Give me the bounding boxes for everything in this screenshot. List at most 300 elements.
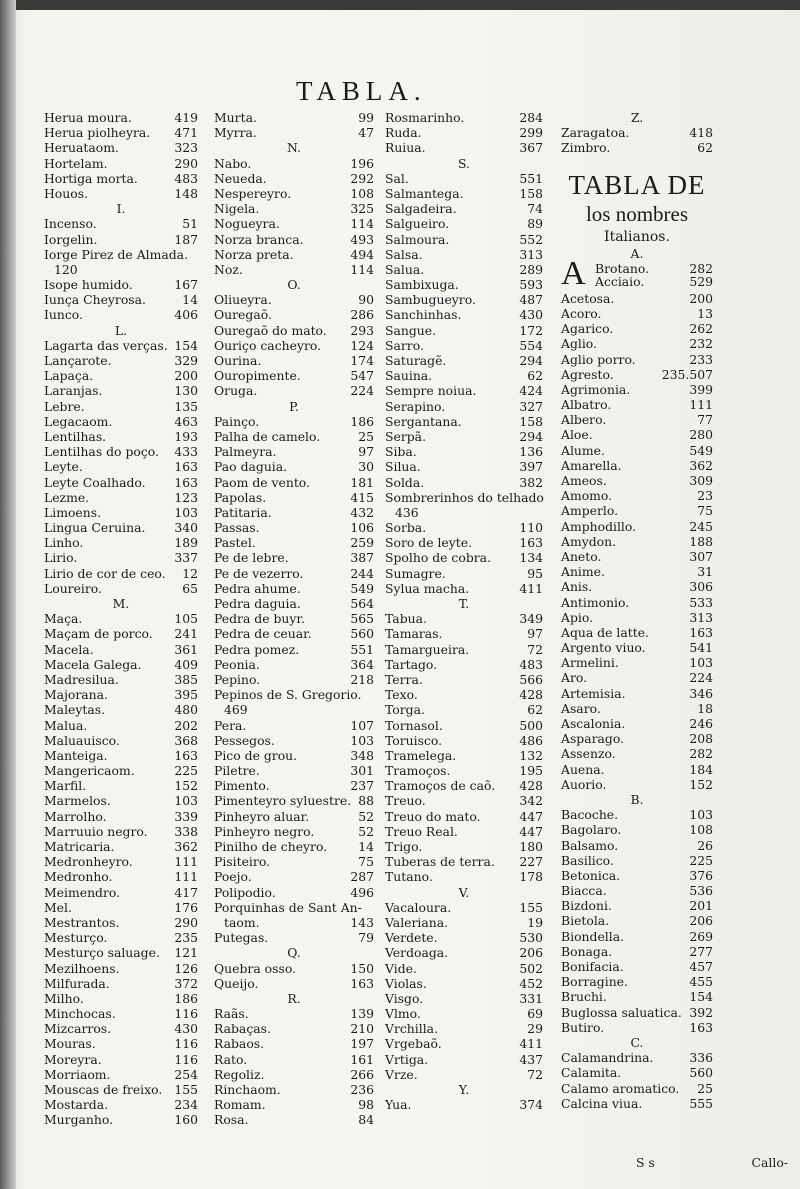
entry-page: 19 (527, 914, 543, 930)
entry-page: 232 (689, 336, 713, 352)
entry-page: 154 (689, 989, 713, 1005)
entry-term: Hortiga morta. (44, 170, 138, 186)
entry-page: 483 (519, 656, 543, 672)
entry-term: Rato. (214, 1051, 248, 1067)
index-entry (385, 277, 543, 292)
index-entry (561, 853, 713, 868)
entry-page: 111 (689, 397, 713, 413)
entry-term: Lagarta das verças. (44, 337, 168, 353)
index-entry (44, 459, 198, 474)
entry-page: 418 (689, 125, 713, 141)
entry-page: 306 (689, 579, 713, 595)
entry-term: Morriaom. (44, 1066, 111, 1082)
index-entry (385, 626, 543, 641)
index-entry (44, 247, 198, 262)
entry-term: Pinheyro negro. (214, 823, 315, 839)
entry-term: Silua. (385, 459, 421, 475)
index-entry (214, 156, 374, 171)
entry-page: 12 (182, 565, 198, 581)
entry-term: Vrze. (385, 1066, 418, 1082)
index-entry (561, 427, 713, 442)
entry-page: 103 (689, 807, 713, 823)
index-entry (214, 809, 374, 824)
index-entry (385, 535, 543, 550)
index-entry (44, 399, 198, 414)
entry-term: Loureiro. (44, 580, 102, 596)
section-letter: Y. (458, 1082, 470, 1097)
entry-term: Vrtiga. (385, 1051, 429, 1067)
entry-page: 494 (350, 246, 374, 262)
index-entry (385, 307, 543, 322)
entry-page: 471 (174, 125, 198, 141)
entry-term: Sauina. (385, 368, 433, 384)
index-entry (561, 838, 713, 853)
entry-term: Acciaio. (595, 273, 645, 289)
index-entry (385, 505, 543, 520)
index-entry (561, 701, 713, 716)
entry-page: 103 (174, 504, 198, 520)
entry-term: Violas. (385, 975, 427, 991)
entry-term: Ouregaõ do mato. (214, 322, 327, 338)
entry-term: Nogueyra. (214, 216, 280, 232)
index-entry (561, 610, 713, 625)
index-entry (214, 186, 374, 201)
index-entry (44, 566, 198, 581)
index-entry (214, 110, 374, 125)
entry-page: 75 (697, 503, 713, 519)
index-entry (214, 550, 374, 565)
entry-page: 88 (358, 793, 374, 809)
index-entry (214, 353, 374, 368)
index-entry (385, 444, 543, 459)
index-entry (214, 1082, 374, 1097)
index-entry (44, 520, 198, 535)
index-entry (385, 475, 543, 490)
entry-term: Ouriço cacheyro. (214, 337, 322, 353)
entry-term: Tutano. (385, 869, 433, 885)
index-entry (561, 534, 713, 549)
index-entry (214, 338, 374, 353)
entry-term: Myrra. (214, 125, 257, 141)
entry-page: 210 (350, 1021, 374, 1037)
entry-term: Salmoura. (385, 231, 450, 247)
entry-term: Romam. (214, 1097, 266, 1113)
index-entry (385, 1021, 543, 1036)
entry-page: 374 (519, 1097, 543, 1113)
entry-term: Murta. (214, 110, 257, 125)
index-entry (214, 1021, 374, 1036)
entry-term: Mostarda. (44, 1097, 109, 1113)
entry-term: Amphodillo. (561, 518, 637, 534)
entry-term: Zimbro. (561, 140, 611, 156)
entry-term: Queijo. (214, 975, 259, 991)
entry-term: Vacaloura. (385, 899, 452, 915)
index-entry (44, 1052, 198, 1067)
entry-page: 152 (689, 776, 713, 792)
entry-page: 313 (689, 609, 713, 625)
index-entry (385, 839, 543, 854)
entry-term: Pessegos. (214, 732, 275, 748)
index-entry (385, 778, 543, 793)
index-entry (561, 564, 713, 579)
entry-page: 560 (689, 1065, 713, 1081)
entry-page: 180 (519, 839, 543, 854)
entry-page: 167 (174, 277, 198, 293)
entry-term: Valeriana. (385, 914, 449, 930)
index-entry (44, 535, 198, 550)
entry-term: Anime. (561, 564, 605, 580)
entry-term: Treuo. (385, 793, 426, 809)
entry-page: 172 (519, 322, 543, 338)
entry-term: Paom de vento. (214, 474, 310, 490)
entry-term: Manteiga. (44, 747, 108, 763)
entry-page: 135 (174, 398, 198, 414)
entry-page: 14 (358, 839, 374, 854)
entry-page: 493 (350, 231, 374, 247)
entry-term: Marruuio negro. (44, 823, 148, 839)
index-entry (214, 368, 374, 383)
index-entry (44, 156, 198, 171)
index-entry (385, 1006, 543, 1021)
entry-term: Apio. (561, 609, 594, 625)
entry-page: 387 (350, 550, 374, 566)
entry-term: Bietola. (561, 913, 610, 929)
entry-term: Pepinos de S. Gregorio. (214, 687, 362, 703)
index-entry (214, 1097, 374, 1112)
entry-page: 65 (182, 580, 198, 596)
entry-term: Butiro. (561, 1019, 605, 1035)
entry-term: 469 (224, 702, 248, 718)
section-letter: P. (289, 398, 299, 414)
entry-page: 124 (350, 337, 374, 353)
index-entry (214, 930, 374, 945)
index-entry (44, 854, 198, 869)
entry-page: 206 (519, 945, 543, 961)
index-entry (385, 748, 543, 763)
entry-term: Nigela. (214, 201, 260, 217)
page-title: TABLA. (296, 76, 427, 106)
entry-page: 139 (350, 1006, 374, 1022)
index-entry (214, 292, 374, 307)
entry-term: Herua piolheyra. (44, 125, 151, 141)
entry-page: 72 (527, 1066, 543, 1082)
index-entry (385, 125, 543, 140)
index-entry (385, 657, 543, 672)
index-entry (385, 793, 543, 808)
entry-term: Biacca. (561, 883, 607, 899)
entry-page: 218 (350, 671, 374, 687)
entry-term: Pico de grou. (214, 747, 298, 763)
section-letter: I. (116, 201, 126, 217)
index-entry (44, 277, 198, 292)
index-entry (44, 383, 198, 398)
entry-page: 338 (174, 823, 198, 839)
index-entry (214, 642, 374, 657)
entry-term: Torga. (385, 702, 425, 718)
entry-term: Lentilhas do poço. (44, 444, 159, 460)
entry-page: 593 (519, 277, 543, 293)
section-letter: S. (458, 155, 470, 171)
entry-page: 95 (527, 565, 543, 581)
index-entry (44, 824, 198, 839)
entry-page: 75 (358, 854, 374, 870)
entry-page: 163 (689, 1019, 713, 1035)
entry-page: 161 (350, 1051, 374, 1067)
entry-term: Oruga. (214, 383, 258, 399)
entry-term: Tartago. (385, 656, 438, 672)
entry-page: 342 (519, 793, 543, 809)
entry-term: Rinchaom. (214, 1082, 281, 1097)
index-entry (214, 718, 374, 733)
entry-term: Rosa. (214, 1112, 249, 1128)
entry-page: 262 (689, 321, 713, 337)
index-entry (385, 824, 543, 839)
entry-page: 259 (350, 535, 374, 551)
entry-page: 51 (182, 216, 198, 232)
entry-page: 554 (519, 337, 543, 353)
entry-term: Mesturço. (44, 930, 108, 946)
index-entry (44, 1006, 198, 1021)
index-entry (214, 657, 374, 672)
entry-term: Leyte Coalhado. (44, 474, 146, 490)
entry-page: 480 (174, 702, 198, 718)
entry-page: 148 (174, 185, 198, 201)
entry-page: 79 (358, 930, 374, 946)
section-letter: Z. (630, 110, 644, 125)
entry-page: 301 (350, 763, 374, 779)
entry-term: Peonia. (214, 656, 260, 672)
entry-term: Lapaça. (44, 368, 94, 384)
entry-term: Mezilhoens. (44, 960, 120, 976)
scan-top-edge (0, 0, 800, 10)
index-entry (44, 657, 198, 672)
entry-term: Houos. (44, 185, 89, 201)
entry-term: Legacaom. (44, 413, 113, 429)
index-entry (44, 763, 198, 778)
entry-term: Salsa. (385, 246, 423, 262)
entry-term: Verdoaga. (385, 945, 449, 961)
entry-term: Texo. (385, 687, 418, 703)
entry-term: Tornasol. (385, 717, 443, 733)
index-entry (214, 748, 374, 763)
entry-page: 331 (519, 990, 543, 1006)
index-entry (44, 186, 198, 201)
entry-term: Salmantega. (385, 185, 464, 201)
entry-page: 382 (519, 474, 543, 490)
index-entry (385, 991, 543, 1006)
index-entry (385, 809, 543, 824)
entry-page: 31 (697, 564, 713, 580)
entry-term: Salua. (385, 261, 425, 277)
entry-term: Passas. (214, 520, 260, 536)
index-entry (385, 490, 543, 505)
entry-term: Maluauisco. (44, 732, 120, 748)
entry-term: 120 (54, 261, 78, 277)
entry-page: 202 (174, 717, 198, 733)
entry-page: 114 (350, 216, 374, 232)
entry-term: Sumagre. (385, 565, 446, 581)
entry-page: 103 (689, 655, 713, 671)
entry-term: Amarella. (561, 457, 622, 473)
entry-page: 533 (689, 594, 713, 610)
entry-page: 108 (689, 822, 713, 838)
entry-term: Herua moura. (44, 110, 132, 125)
entry-term: Laranjas. (44, 383, 103, 399)
entry-term: Armelini. (561, 655, 619, 671)
entry-page: 447 (519, 823, 543, 839)
entry-term: Biondella. (561, 928, 625, 944)
entry-term: Vrchilla. (385, 1021, 439, 1037)
index-entry (561, 473, 713, 488)
entry-page: 277 (689, 943, 713, 959)
index-entry (385, 292, 543, 307)
entry-page: 62 (697, 140, 713, 156)
entry-term: Sylua macha. (385, 580, 470, 596)
entry-page: 361 (174, 641, 198, 657)
entry-term: Milho. (44, 990, 84, 1006)
entry-page: 111 (174, 869, 198, 885)
entry-page: 313 (519, 246, 543, 262)
entry-page: 536 (689, 883, 713, 899)
section-letter: M. (112, 596, 130, 611)
entry-page: 336 (689, 1050, 713, 1066)
index-entry (561, 716, 713, 731)
entry-page: 160 (174, 1112, 198, 1128)
index-entry (385, 642, 543, 657)
entry-term: Soro de leyte. (385, 535, 473, 551)
entry-term: Marmelos. (44, 793, 111, 809)
index-entry (561, 503, 713, 518)
entry-page: 433 (174, 444, 198, 460)
entry-page: 496 (350, 884, 374, 900)
index-entry (385, 854, 543, 869)
entry-page: 286 (350, 307, 374, 323)
catchword: Callo- (751, 1155, 788, 1170)
entry-page: 237 (350, 778, 374, 794)
entry-page: 428 (519, 778, 543, 794)
entry-page: 107 (350, 717, 374, 733)
index-entry (44, 1067, 198, 1082)
index-entry (44, 672, 198, 687)
index-entry (44, 733, 198, 748)
entry-term: Agresto. (561, 366, 614, 382)
entry-page: 292 (350, 170, 374, 186)
index-entry (561, 140, 713, 155)
entry-page: 224 (350, 383, 374, 399)
index-entry (561, 336, 713, 351)
index-entry (44, 991, 198, 1006)
entry-page: 196 (350, 155, 374, 171)
entry-page: 18 (697, 700, 713, 716)
index-entry (214, 171, 374, 186)
entry-page: 136 (519, 444, 543, 460)
index-entry (44, 1036, 198, 1051)
index-entry (214, 793, 374, 808)
entry-term: Maça. (44, 611, 83, 627)
entry-page: 406 (174, 307, 198, 323)
index-entry (385, 550, 543, 565)
entry-page: 103 (350, 732, 374, 748)
entry-term: Pimenteyro syluestre. (214, 793, 352, 809)
index-entry (214, 429, 374, 444)
entry-term: Aglio porro. (561, 351, 636, 367)
entry-term: Calamandrina. (561, 1050, 654, 1066)
index-entry (385, 429, 543, 444)
entry-term: Buglossa saluatica. (561, 1004, 682, 1020)
index-entry (44, 839, 198, 854)
entry-term: Quebra osso. (214, 960, 297, 976)
entry-page: 116 (174, 1051, 198, 1067)
entry-page: 188 (689, 533, 713, 549)
entry-term: Salgadeira. (385, 201, 457, 217)
entry-term: Ruda. (385, 125, 422, 141)
entry-page: 432 (350, 504, 374, 520)
entry-term: Asaro. (561, 700, 601, 716)
index-entry (214, 824, 374, 839)
entry-term: Piletre. (214, 763, 260, 779)
entry-term: Salgueiro. (385, 216, 450, 232)
entry-page: 409 (174, 656, 198, 672)
entry-term: 436 (395, 504, 419, 520)
entry-term: Albero. (561, 412, 607, 428)
entry-term: Iunco. (44, 307, 83, 323)
entry-page: 197 (350, 1036, 374, 1052)
entry-page: 155 (174, 1082, 198, 1097)
entry-page: 114 (350, 261, 374, 277)
entry-term: Bonaga. (561, 943, 613, 959)
index-entry (44, 869, 198, 884)
entry-page: 23 (697, 488, 713, 504)
entry-term: Palmeyra. (214, 444, 277, 460)
index-entry (561, 822, 713, 837)
entry-term: Malua. (44, 717, 88, 733)
entry-term: Lirio. (44, 550, 78, 566)
entry-term: Tramoços. (385, 763, 451, 779)
index-entry (214, 216, 374, 231)
entry-page: 399 (689, 381, 713, 397)
index-entry (385, 171, 543, 186)
entry-page: 62 (527, 368, 543, 384)
entry-page: 502 (519, 960, 543, 976)
entry-page: 77 (697, 412, 713, 428)
entry-page: 158 (519, 413, 543, 429)
entry-page: 551 (350, 641, 374, 657)
entry-page: 452 (519, 975, 543, 991)
entry-page: 269 (689, 928, 713, 944)
index-entry (44, 1097, 198, 1112)
index-entry (561, 458, 713, 473)
entry-page: 368 (174, 732, 198, 748)
index-entry (385, 353, 543, 368)
entry-term: Aro. (561, 670, 588, 686)
entry-term: Tuberas de terra. (385, 854, 495, 870)
index-entry (44, 885, 198, 900)
entry-page: 329 (174, 353, 198, 368)
index-entry (44, 444, 198, 459)
entry-term: Pera. (214, 717, 247, 733)
entry-term: Lezme. (44, 489, 90, 505)
entry-page: 116 (174, 1036, 198, 1052)
index-entry (561, 640, 713, 655)
entry-page: 235 (174, 930, 198, 946)
entry-term: Brotano. (595, 260, 650, 276)
entry-term: Sal. (385, 170, 409, 186)
index-entry (385, 262, 543, 277)
index-entry (561, 352, 713, 367)
index-entry (385, 930, 543, 945)
entry-term: Heruataom. (44, 140, 119, 156)
entry-page: 62 (527, 702, 543, 718)
